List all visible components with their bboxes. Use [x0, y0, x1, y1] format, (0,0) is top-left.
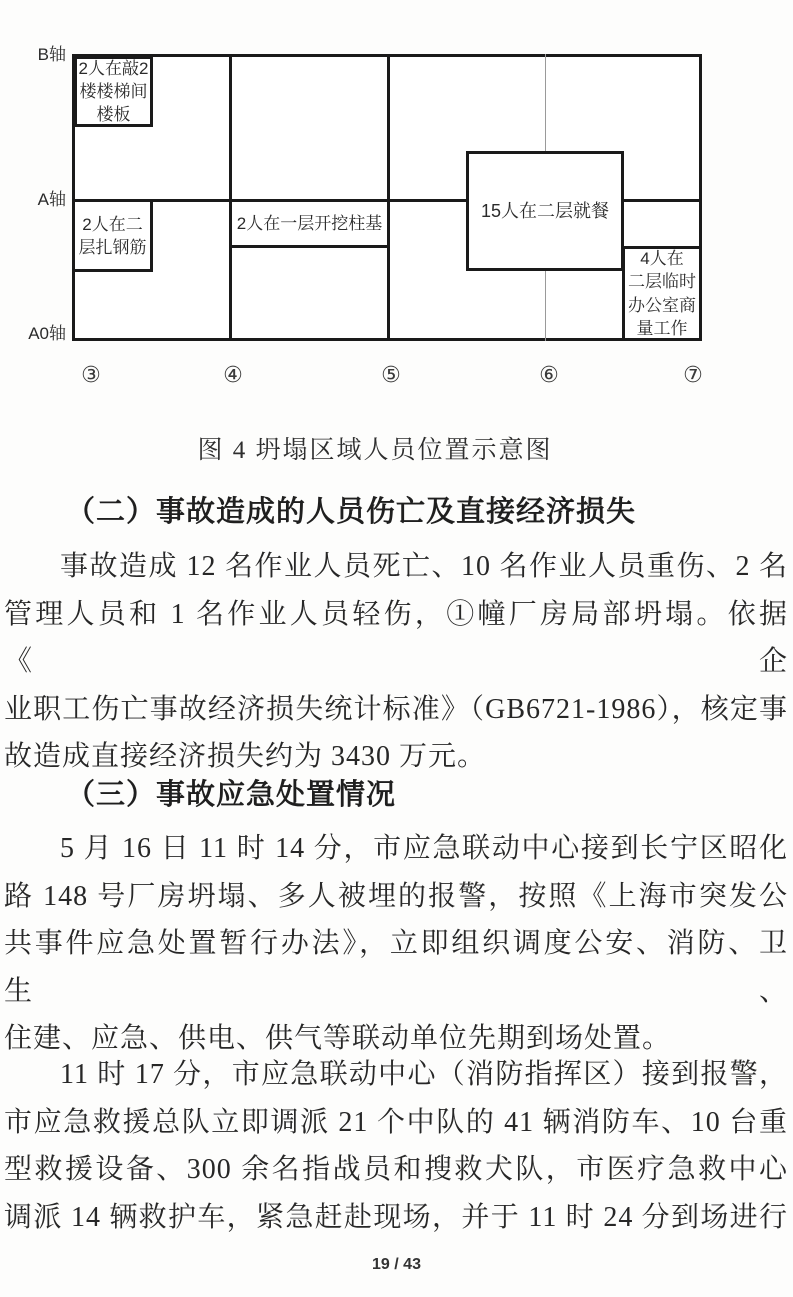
paragraph-line: 5 月 16 日 11 时 14 分，市应急联动中心接到长宁区昭化	[60, 833, 788, 864]
office-box-line: 4人在	[640, 248, 684, 268]
column-label-6: ⑥	[539, 362, 559, 387]
collapse-area-diagram	[0, 0, 793, 410]
knock-floor-box-line: 2人在敲2	[78, 59, 149, 78]
excavate-box-line: 2人在一层开挖柱基	[236, 214, 383, 233]
paragraph-line: 事故造成 12 名作业人员死亡、10 名作业人员重伤、2 名	[60, 551, 788, 582]
column-label-3: ③	[81, 362, 101, 387]
rebar-box	[72, 199, 153, 272]
dining-box	[466, 151, 624, 271]
office-box	[622, 246, 702, 341]
knock-floor-box	[74, 56, 153, 127]
paragraph-line: 共事件应急处置暂行办法》，立即组织调度公安、消防、卫生、	[4, 928, 788, 1007]
column-line-5	[387, 54, 390, 341]
knock-floor-box-line: 楼楼梯间	[79, 82, 148, 101]
office-box-line: 办公室商	[628, 295, 696, 315]
column-label-7: ⑦	[683, 362, 703, 387]
paragraph-line: 住建、应急、供电、供气等联动单位先期到场处置。	[4, 1023, 672, 1054]
office-box-line: 二层临时	[628, 272, 696, 291]
paragraph-line: 型救援设备、300 余名指战员和搜救犬队，市医疗急救中心	[4, 1154, 788, 1185]
section-heading-2: （二）事故造成的人员伤亡及直接经济损失	[66, 496, 637, 528]
axis-label-a: A轴	[37, 190, 66, 209]
column-line-4	[229, 54, 232, 341]
section-heading-3: （三）事故应急处置情况	[66, 779, 397, 811]
axis-label-b: B轴	[37, 45, 66, 64]
excavate-box	[229, 199, 390, 248]
paragraph-line: 管理人员和 1 名作业人员轻伤，①幢厂房局部坍塌。依据《企	[4, 598, 788, 677]
rebar-box-line: 层扎钢筋	[78, 237, 147, 257]
paragraph-line: 市应急救援总队立即调派 21 个中队的 41 辆消防车、10 台重	[4, 1106, 788, 1138]
paragraph-rescue-dispatch	[4, 1051, 788, 1241]
rebar-box-line: 2人在二	[82, 214, 143, 234]
page-number: 19 / 43	[372, 1256, 421, 1273]
knock-floor-box-line: 楼板	[96, 105, 131, 124]
column-label-4: ④	[223, 362, 243, 387]
axis-label-a0: A0轴	[28, 324, 66, 343]
paragraph-line: 路 148 号厂房坍塌、多人被埋的报警，按照《上海市突发公	[4, 880, 788, 912]
paragraph-line: 业职工伤亡事故经济损失统计标准》（GB6721-1986），核定事	[4, 693, 788, 725]
paragraph-line: 故造成直接经济损失约为 3430 万元。	[4, 741, 487, 772]
column-label-5: ⑤	[381, 362, 401, 387]
paragraph-first-response	[4, 825, 788, 1063]
dining-box-line: 15人在二层就餐	[480, 200, 610, 221]
paragraph-line: 11 时 17 分，市应急联动中心（消防指挥区）接到报警，	[60, 1059, 788, 1090]
office-box-line: 量工作	[636, 319, 688, 338]
paragraph-line: 调派 14 辆救护车，紧急赶赴现场，并于 11 时 24 分到场进行	[4, 1201, 788, 1233]
figure-caption: 图 4 坍塌区域人员位置示意图	[197, 437, 553, 464]
paragraph-casualties	[4, 543, 788, 781]
